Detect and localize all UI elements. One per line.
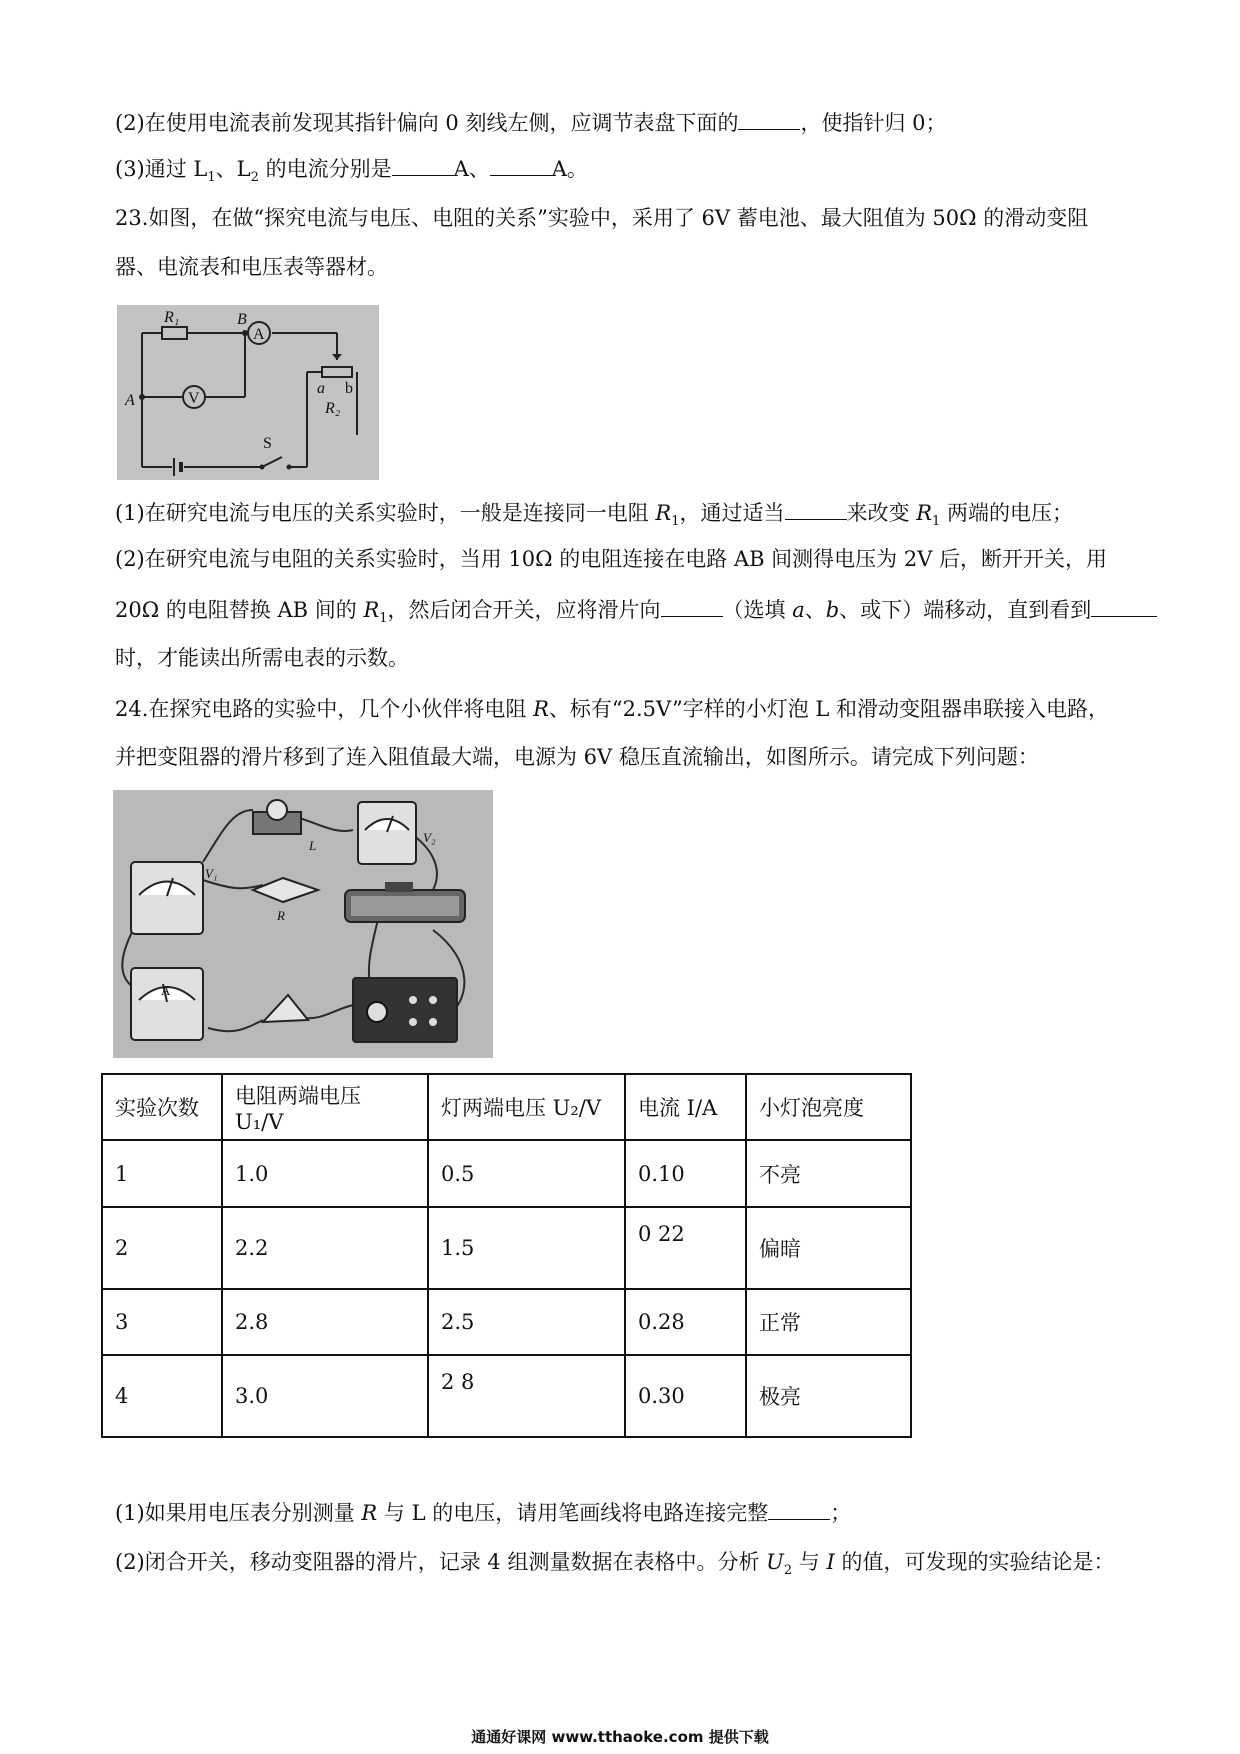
voltmeter-symbol: V — [188, 390, 200, 407]
v2-label: V₂ — [423, 830, 436, 845]
table-cell: 偏暗 — [746, 1207, 911, 1289]
answer-blank[interactable] — [661, 594, 723, 617]
table-row — [102, 1140, 911, 1207]
table-cell: 不亮 — [746, 1140, 911, 1207]
rheostat-b-end: b — [345, 380, 353, 397]
table-cell: 0.28 — [625, 1289, 746, 1355]
node-a-label: A — [125, 392, 135, 409]
experiment-photo — [113, 790, 493, 1058]
switch-label: S — [263, 435, 272, 452]
answer-blank[interactable] — [785, 497, 847, 520]
resistor-label: R — [277, 908, 285, 923]
table-row — [102, 1207, 911, 1289]
q23-stem-line2: 器、电流表和电压表等器材。 — [115, 255, 388, 279]
table-cell: 2.8 — [222, 1289, 428, 1355]
table-cell: 1 — [102, 1140, 222, 1207]
node-b-label: B — [237, 311, 247, 328]
table-cell: 0.5 — [428, 1140, 625, 1207]
table-cell: 2 — [102, 1207, 222, 1289]
table-cell: 0.10 — [625, 1140, 746, 1207]
r1-label: R₁ — [164, 309, 180, 326]
table-cell: 1.0 — [222, 1140, 428, 1207]
q24-stem-line1: 24.在探究电路的实验中，几个小伙伴将电阻 R、标有“2.5V”字样的小灯泡 L 和滑动变阻器串联接入电路， — [115, 697, 1109, 721]
table-header-cell: 电流 I/A — [625, 1074, 746, 1140]
q23-part1: (1)在研究电流与电压的关系实验时，一般是连接同一电阻 $R_1$，通过适当 来改变 $R_1$ 两端的电压； — [115, 497, 1073, 537]
page-footer: 通通好课网 www.tthaoke.com 提供下载 — [471, 1728, 769, 1746]
answer-blank[interactable] — [738, 107, 800, 130]
answer-blank[interactable] — [490, 153, 552, 176]
table-cell: 2 8 — [428, 1355, 625, 1437]
table-cell: 1.5 — [428, 1207, 625, 1289]
table-row — [102, 1355, 911, 1437]
ammeter-label: A — [161, 983, 171, 998]
r2-label: R₂ — [325, 400, 341, 417]
table-header-row — [102, 1074, 911, 1140]
answer-blank[interactable] — [392, 153, 454, 176]
answer-blank[interactable] — [768, 1497, 830, 1520]
v1-label: V₁ — [205, 866, 218, 881]
circuit-diagram — [117, 305, 379, 480]
ammeter-symbol: A — [253, 326, 265, 343]
q23-part2-line3: 时，才能读出所需电表的示数。 — [115, 646, 409, 670]
table-cell: 2.2 — [222, 1207, 428, 1289]
q23-stem-line1: 23.如图，在做“探究电流与电压、电阻的关系”实验中，采用了 6V 蓄电池、最大阻值为 50Ω 的滑动变阻 — [115, 206, 1089, 230]
table-header-cell: 灯两端电压 U₂/V — [428, 1074, 625, 1140]
data-table — [101, 1073, 912, 1438]
table-cell: 2.5 — [428, 1289, 625, 1355]
q22-part2: (2)在使用电流表前发现其指针偏向 0 刻线左侧，应调节表盘下面的 ，使指针归 0； — [115, 107, 947, 138]
q22-part3: (3)通过 $L_1$、$L_2$ 的电流分别是 A、 A。 — [115, 153, 588, 193]
rheostat-a-end: a — [317, 380, 325, 397]
q24-part2: (2)闭合开关，移动变阻器的滑片，记录 4 组测量数据在表格中。分析 $U_2$ 与 I 的值，可发现的实验结论是： — [115, 1550, 1115, 1579]
table-header-cell: 电阻两端电压 U₁/V — [222, 1074, 428, 1140]
lamp-label: L — [309, 838, 317, 853]
table-cell: 3.0 — [222, 1355, 428, 1437]
table-cell: 0 22 — [625, 1207, 746, 1289]
table-header-cell: 实验次数 — [102, 1074, 222, 1140]
q23-part2-line2: 20Ω 的电阻替换 AB 间的 $R_1$，然后闭合开关，应将滑片向 （选填 a、b、或下）端移动，直到看到 — [115, 594, 1157, 634]
q24-part1: (1)如果用电压表分别测量 R 与 L 的电压，请用笔画线将电路连接完整 ； — [115, 1497, 851, 1528]
table-cell: 0.30 — [625, 1355, 746, 1437]
table-cell: 正常 — [746, 1289, 911, 1355]
q23-part2-line1: (2)在研究电流与电阻的关系实验时，当用 10Ω 的电阻连接在电路 AB 间测得电压为 2V 后，断开开关，用 — [115, 547, 1108, 571]
table-row — [102, 1289, 911, 1355]
answer-blank[interactable] — [1091, 594, 1157, 617]
q24-stem-line2: 并把变阻器的滑片移到了连入阻值最大端，电源为 6V 稳压直流输出，如图所示。请完成下列问题： — [115, 745, 1039, 769]
table-header-cell: 小灯泡亮度 — [746, 1074, 911, 1140]
table-cell: 极亮 — [746, 1355, 911, 1437]
table-cell: 3 — [102, 1289, 222, 1355]
table-cell: 4 — [102, 1355, 222, 1437]
